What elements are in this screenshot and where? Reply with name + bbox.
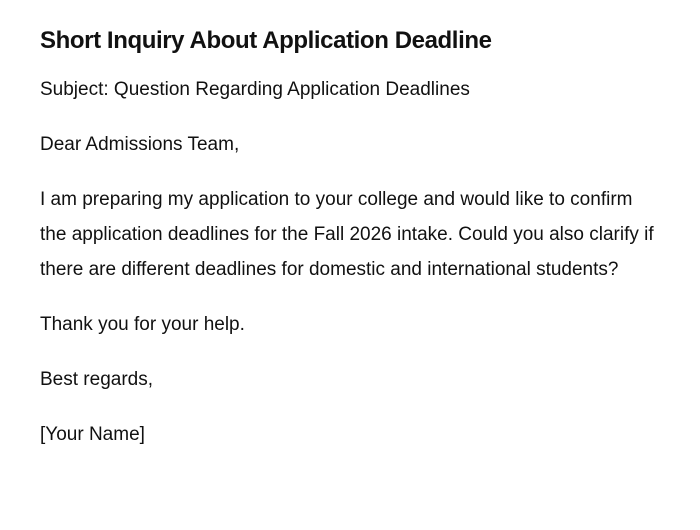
page-title: Short Inquiry About Application Deadline [40, 27, 492, 54]
subject-line: Subject: Question Regarding Application Deadlines [40, 79, 470, 100]
greeting: Dear Admissions Team, [40, 134, 240, 155]
thanks-line: Thank you for your help. [40, 314, 245, 335]
body-paragraph: I am preparing my application to your college and would like to confirm the application deadlines for the Fall 2026 intake. Could you also clarify if there are different deadlines for domestic and international students? [40, 189, 654, 280]
signature: [Your Name] [40, 424, 145, 445]
closing: Best regards, [40, 369, 153, 390]
letter [40, 24, 660, 472]
